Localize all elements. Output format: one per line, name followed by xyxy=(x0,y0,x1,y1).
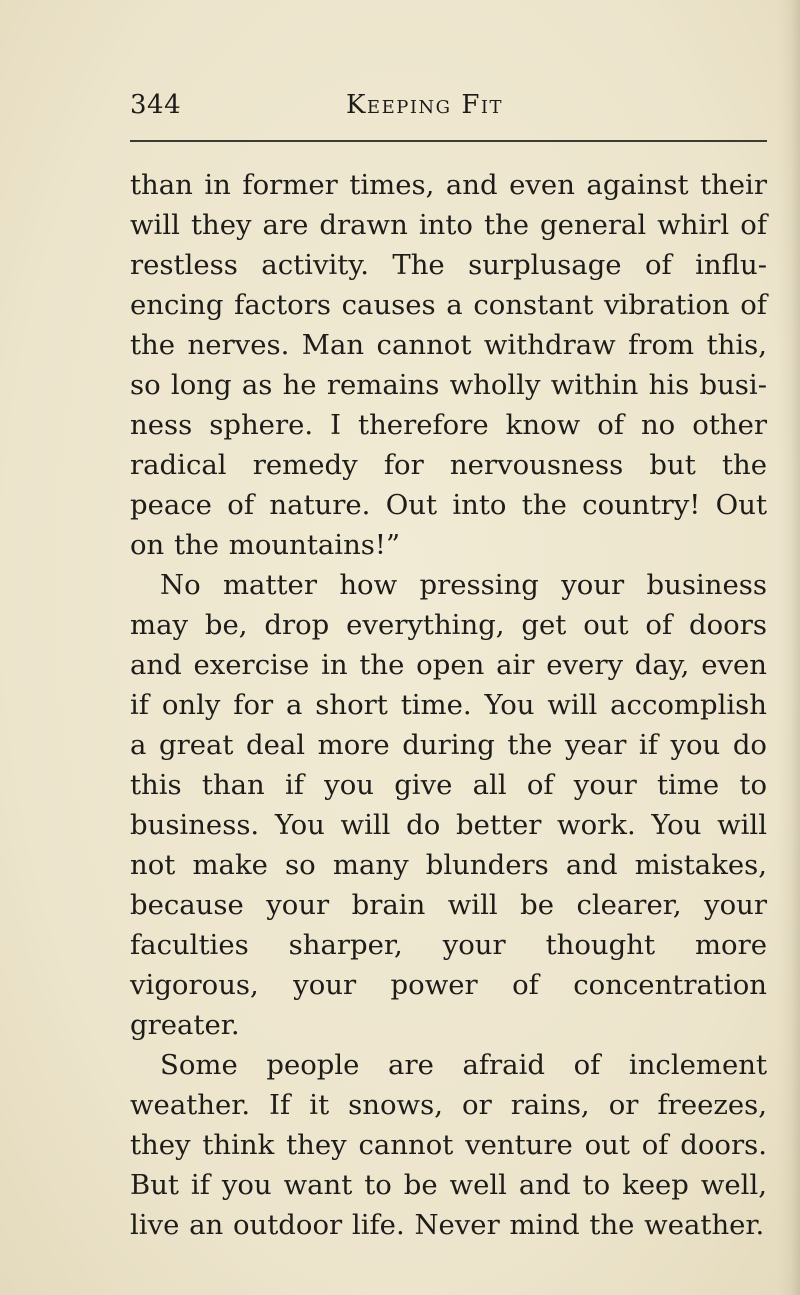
paragraph: Some people are afraid of inclement weather. If it snows, or rains, or freezes, they think they cannot venture out of doors. But if you want to be well and to keep well, live an outdoor life. Never mind the weather. xyxy=(130,1049,767,1241)
running-title: Keeping Fit xyxy=(346,90,503,120)
paragraph-continued: than in former times, and even against their will they are drawn into the general whirl of restless activity. The surplusage of influencing factors causes a constant vibration of the nerves. Man cannot withdraw from this, so long as he remains wholly within his business sphere. I therefore know of no other radical remedy for nervousness but the peace of nature. Out into the country! Out on the mountains!” xyxy=(130,169,767,561)
page-header xyxy=(130,88,767,128)
page-number: 344 xyxy=(130,90,182,120)
header-rule xyxy=(130,140,767,142)
body-text xyxy=(130,165,767,1245)
paragraph: No matter how pressing your business may be, drop everything, get out of doors and exercise in the open air every day, even if only for a short time. You will accomplish a great deal more during the year if you do this than if you give all of your time to business. You will do better work. You will not make so many blunders and mistakes, because your brain will be clearer, your faculties sharper, your thought more vigorous, your power of concentration greater. xyxy=(130,569,767,1041)
page-edge-shadow xyxy=(778,0,800,1295)
